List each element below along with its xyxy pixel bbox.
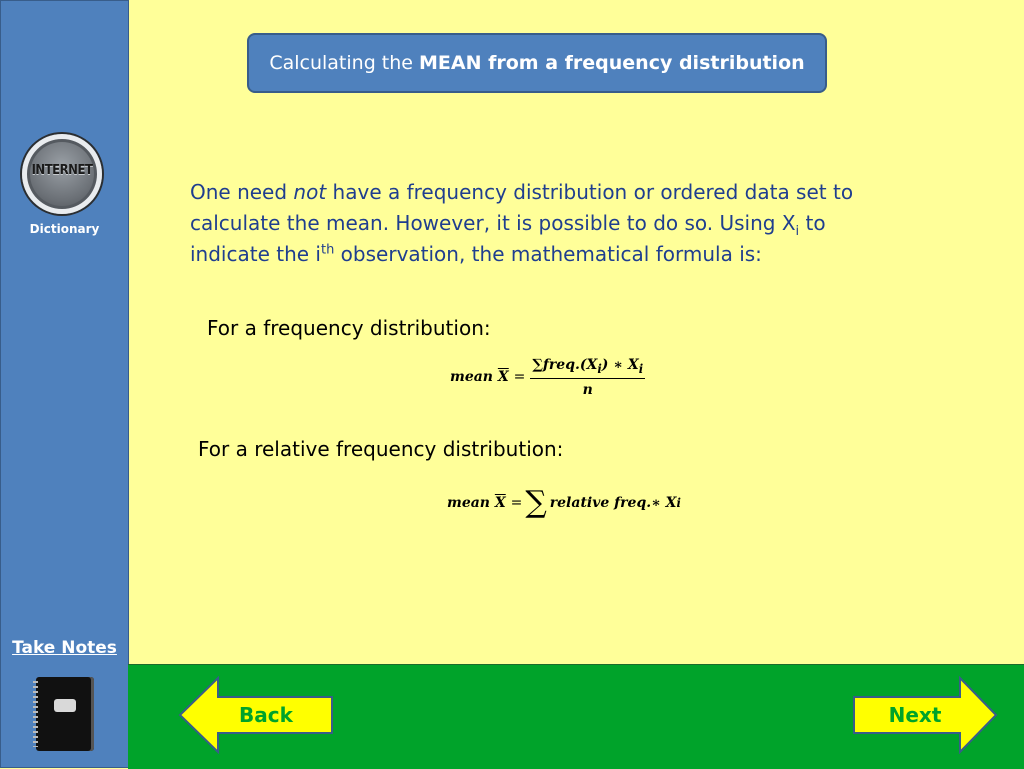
sigma-icon: ∑ bbox=[525, 485, 547, 520]
intro-part1: One need bbox=[190, 180, 294, 204]
dictionary-label[interactable]: Dictionary bbox=[29, 222, 100, 236]
back-label: Back bbox=[239, 703, 293, 727]
title-prefix: Calculating the bbox=[269, 52, 413, 74]
logo-text: INTERNET bbox=[31, 163, 93, 178]
formula-var: $\overline{X}$ bbox=[497, 369, 509, 386]
intro-part2: have a frequency distribution or ordered data set to calculate the mean. However, it is possible to do so. Using X bbox=[190, 180, 854, 235]
sidebar bbox=[0, 0, 129, 768]
notebook-icon[interactable] bbox=[36, 677, 94, 751]
title-bold: MEAN from a frequency distribution bbox=[418, 52, 805, 74]
frequency-mean-formula bbox=[450, 357, 645, 398]
intro-part3: to indicate the i bbox=[190, 211, 826, 266]
rel-formula-var: $\overline{X}$ bbox=[494, 494, 506, 511]
next-button[interactable] bbox=[852, 676, 998, 754]
relative-frequency-label: For a relative frequency distribution: bbox=[198, 437, 564, 461]
notebook-spiral bbox=[33, 681, 38, 747]
numerator-sub: i bbox=[597, 361, 602, 376]
formula-numerator bbox=[530, 357, 645, 379]
intro-sub: i bbox=[795, 224, 800, 239]
intro-part4: observation, the mathematical formula is: bbox=[334, 242, 762, 266]
relative-mean-formula bbox=[447, 485, 681, 520]
notebook-label-patch bbox=[54, 699, 76, 712]
back-button[interactable] bbox=[178, 676, 334, 754]
numerator-sub2: i bbox=[638, 361, 644, 376]
intro-sup: th bbox=[320, 242, 335, 258]
rel-formula-lhs: mean bbox=[447, 494, 490, 511]
formula-lhs: mean bbox=[450, 369, 493, 386]
formula-eq: = bbox=[513, 369, 526, 386]
formula-fraction bbox=[530, 357, 645, 398]
numerator-rest: ) ∗ X bbox=[601, 357, 639, 373]
next-label: Next bbox=[888, 703, 942, 727]
numerator-text: ∑freq.(X bbox=[532, 357, 598, 373]
frequency-distribution-label: For a frequency distribution: bbox=[207, 316, 491, 340]
internet-dictionary-logo-icon[interactable] bbox=[22, 134, 102, 214]
rel-formula-term: relative freq.∗ X bbox=[549, 494, 677, 511]
rel-formula-sub: i bbox=[676, 495, 681, 510]
rel-formula-eq: = bbox=[510, 494, 523, 511]
intro-paragraph bbox=[190, 177, 870, 270]
take-notes-link[interactable]: Take Notes bbox=[12, 638, 117, 658]
page-title bbox=[247, 33, 827, 93]
formula-denominator: n bbox=[582, 381, 593, 398]
intro-emphasis: not bbox=[293, 180, 327, 204]
